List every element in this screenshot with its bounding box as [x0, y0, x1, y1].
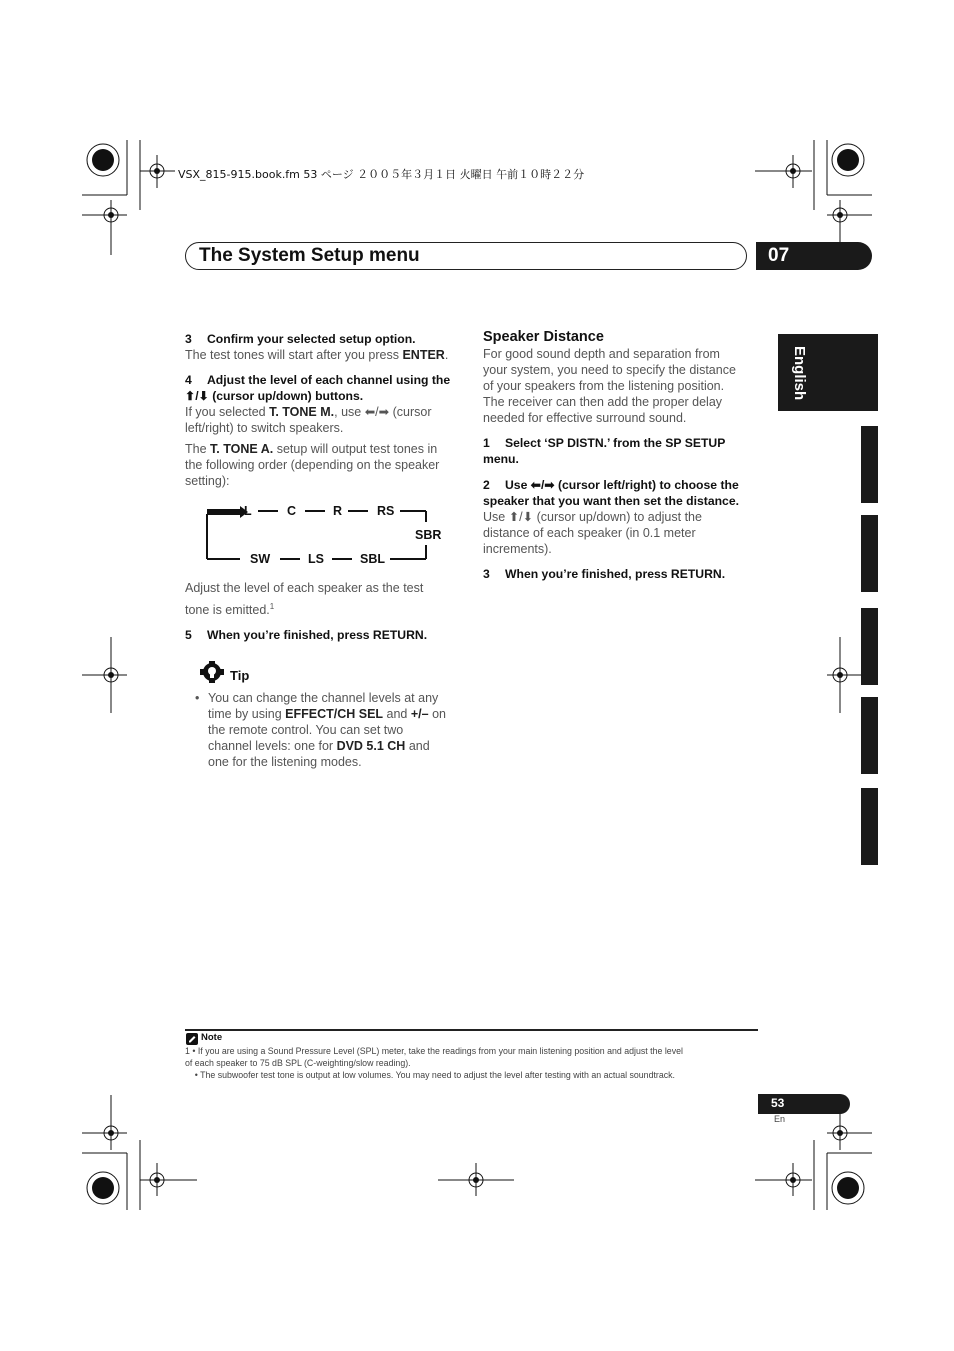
note-divider	[185, 1029, 758, 1031]
print-info: VSX_815-915.book.fm 53 ページ ２００５年３月１日 火曜日 午前１０時２２分	[178, 168, 585, 181]
step-heading: 1 Select ‘SP DISTN.’ from the SP SETUP	[483, 436, 726, 450]
step-body: The T. TONE A. setup will output test tones in	[185, 442, 438, 456]
step-body: The test tones will start after you press ENTER.	[185, 348, 449, 362]
step-body: left/right) to switch speakers.	[185, 421, 344, 435]
language-label: English	[791, 346, 808, 401]
speaker-label: SBR	[415, 528, 442, 542]
intro-text: For good sound depth and separation from your system, you need to specify the distance of your speakers from the listening position. The receiver can then add the proper delay needed for effective surround sound.	[483, 347, 736, 425]
step-heading: menu.	[483, 452, 519, 466]
tip-bullet: •	[195, 691, 200, 705]
tip-text: You can change the channel levels at any time by using EFFECT/CH SEL and +/– on the remote control. You can set two channel levels: one for DVD 5.1 CH and one for the listening modes.	[208, 691, 446, 769]
side-tab	[861, 697, 878, 774]
chapter-number: 07	[768, 245, 790, 266]
step-heading: speaker that you want then set the distance.	[483, 494, 740, 508]
speaker-label: SBL	[360, 552, 385, 566]
adjust-text: Adjust the level of each speaker as the test	[185, 581, 424, 595]
step-heading: 5 When you’re finished, press RETURN.	[185, 628, 428, 643]
speaker-label: L	[244, 504, 252, 518]
step-body: setting):	[185, 474, 230, 488]
arrow-right-icon	[207, 506, 248, 518]
step-heading: ⬆/⬇ (cursor up/down) buttons.	[185, 389, 364, 403]
speaker-label: SW	[250, 552, 271, 566]
speaker-label: RS	[377, 504, 395, 518]
step-heading: 3 When you’re finished, press RETURN.	[483, 567, 726, 581]
note-icon	[186, 1033, 198, 1045]
step-body: Use ⬆/⬇ (cursor up/down) to adjust the distance of each speaker (in 0.1 meter increments).	[483, 510, 702, 556]
step-heading: 4 Adjust the level of each channel using the	[185, 373, 451, 387]
tip-label: Tip	[230, 668, 250, 683]
note-label: Note	[201, 1032, 223, 1043]
side-tab	[861, 608, 878, 685]
left-column	[185, 331, 465, 489]
footnote-ref: 1	[269, 602, 275, 611]
speaker-label: R	[333, 504, 343, 518]
right-column	[483, 329, 768, 582]
speaker-label: C	[287, 504, 297, 518]
page-language: En	[774, 1114, 786, 1124]
step-heading: 2 Use ⬅/➡ (cursor left/right) to choose the	[483, 478, 739, 492]
speaker-label: LS	[308, 552, 324, 566]
side-tab	[861, 515, 878, 592]
tip-icon	[199, 660, 225, 686]
section-title: Speaker Distance	[483, 329, 604, 345]
footnote: 1 • If you are using a Sound Pressure Level (SPL) meter, take the readings from your main listening position and adjust the level of each speaker to 75 dB SPL (C-weighting/slow reading). • The subwoofer test tone is output at low volumes. You may need to adjust the level after testing with an actual soundtrack.	[185, 1046, 683, 1080]
adjust-text: tone is emitted.$^1$	[185, 602, 275, 618]
left-column-lower	[185, 580, 465, 643]
side-tab	[861, 788, 878, 865]
step-body: the following order (depending on the speaker	[185, 458, 440, 472]
step-heading: 3 Confirm your selected setup option.	[185, 332, 416, 346]
page-title: The System Setup menu	[199, 245, 420, 266]
side-tab	[861, 426, 878, 503]
page-number: 53	[771, 1096, 785, 1110]
step-body: If you selected T. TONE M., use ⬅/➡ (cursor	[185, 405, 432, 419]
